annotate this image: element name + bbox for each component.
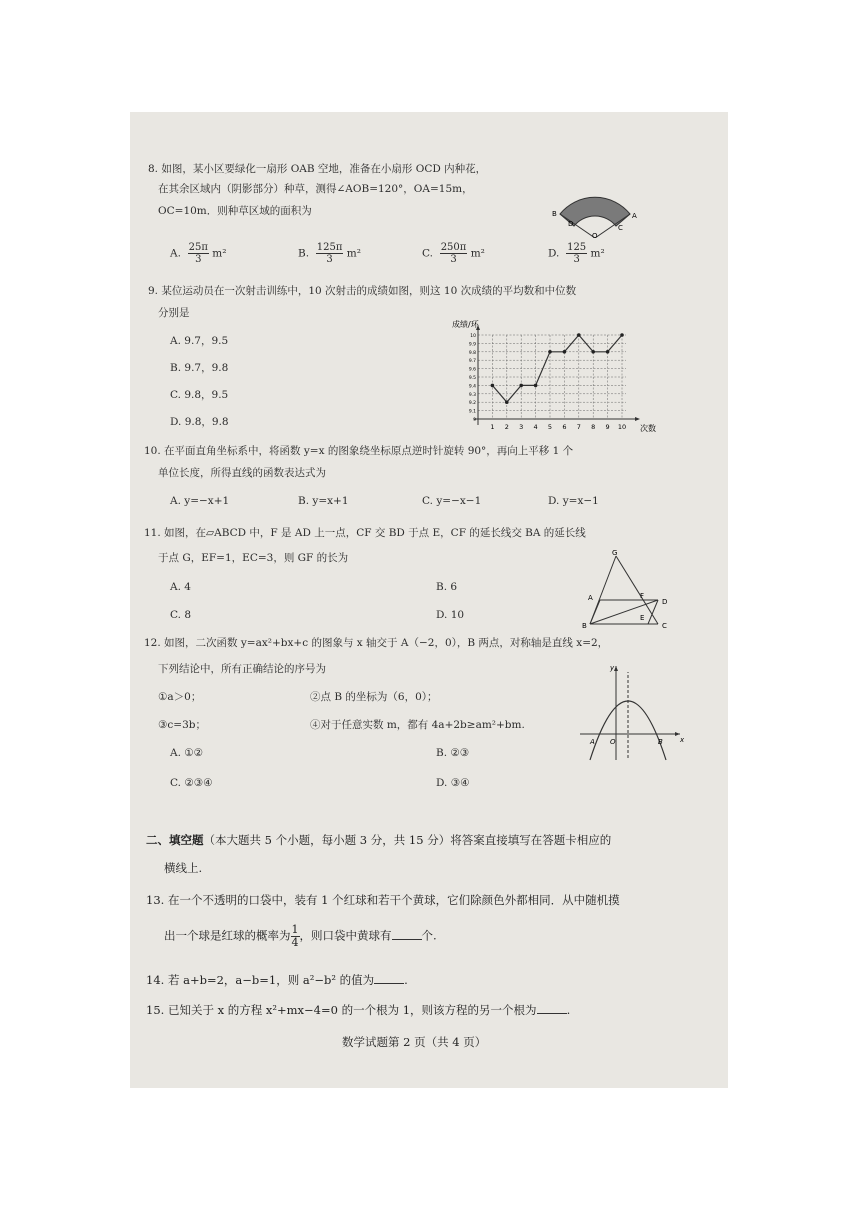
q12-line1: 12. 如图，二次函数 y=ax²+bx+c 的图象与 x 轴交于 A（−2，0），B 两点，对称轴是直线 x=2，	[144, 637, 609, 649]
q9-point	[606, 350, 610, 354]
q8-label-d: D	[568, 220, 574, 228]
q8-option-c: C. $\frac{250\pi}{3}$ m²	[422, 242, 485, 265]
q11-label-d: D	[662, 598, 668, 606]
q12-option-c: C. ②③④	[170, 777, 213, 789]
q9-option-c: C. 9.8，9.5	[170, 389, 229, 401]
q13-line2: 出一个球是红球的概率为 $\frac{1}{4}$ ，则口袋中黄球有 个.	[164, 923, 437, 949]
q10-line2: 单位长度，所得直线的函数表达式为	[158, 467, 326, 479]
q9-y-tick: 9.2	[468, 401, 476, 407]
q9-line2: 分别是	[158, 307, 190, 319]
q9-y-tick: 9.9	[468, 342, 476, 348]
q9-point	[563, 350, 567, 354]
q9-x-tick: 9	[605, 423, 610, 431]
q12-label-o: O	[610, 738, 616, 746]
q12-option-a: A. ①②	[170, 747, 204, 759]
q11-line2: 于点 G，EF=1，EC=3，则 GF 的长为	[158, 552, 349, 564]
q9-axes	[474, 325, 640, 425]
q8-line2: 在其余区域内（阴影部分）种草，测得∠AOB=120°，OA=15m，	[158, 183, 473, 195]
section2-heading: 二、填空题（本大题共 5 个小题，每小题 3 分，共 15 分）将答案直接填写在答题卡相应的	[146, 833, 612, 847]
q9-point	[534, 384, 538, 388]
q9-x-arrow	[635, 417, 640, 421]
q9-x-tick: 6	[562, 423, 567, 431]
q9-y-tick: 9	[473, 418, 476, 423]
exam-page	[130, 112, 728, 1088]
q9-score-line	[492, 335, 622, 402]
q8-line3: OC=10m．则种草区域的面积为	[158, 205, 312, 217]
q11-parallelogram-figure	[582, 548, 674, 630]
q8-label-c: C	[618, 224, 623, 232]
q11-option-b: B. 6	[436, 581, 458, 593]
q11-label-c: C	[662, 622, 667, 630]
q9-y-tick: 10	[470, 334, 476, 339]
q9-y-tick: 9.8	[468, 350, 476, 356]
q12-label-b: B	[658, 738, 663, 746]
q9-grid	[478, 335, 626, 419]
q12-line2: 下列结论中，所有正确结论的序号为	[158, 663, 326, 675]
q14: 14. 若 a+b=2，a−b=1，则 a²−b² 的值为 .	[146, 973, 408, 987]
q12-statement-3: ③c=3b；	[158, 719, 206, 731]
q9-x-tick: 4	[533, 423, 538, 431]
q9-score-chart	[452, 315, 662, 437]
q11-label-g: G	[612, 549, 618, 557]
q9-y-tick: 9.7	[468, 359, 476, 365]
q9-x-tick: 5	[547, 423, 553, 431]
q12-statement-4: ④对于任意实数 m，都有 4a+2b≥am²+bm.	[310, 719, 525, 731]
q9-x-axis-label: 次数	[640, 424, 656, 433]
q12-parabola-figure	[576, 662, 684, 762]
q9-option-b: B. 9.7，9.8	[170, 362, 229, 374]
q9-y-tick: 9.5	[468, 376, 476, 381]
q9-y-axis-label: 成绩/环	[452, 320, 479, 329]
q9-point	[505, 400, 509, 404]
section2-line2: 横线上.	[164, 861, 203, 875]
q11-option-c: C. 8	[170, 609, 192, 621]
q11-line1: 11. 如图，在▱ABCD 中，F 是 AD 上一点，CF 交 BD 于点 E，CF 的延长线交 BA 的延长线	[144, 527, 586, 539]
q8-option-b: B. $\frac{125\pi}{3}$ m²	[298, 242, 361, 265]
q8-label-b: B	[552, 210, 557, 218]
q12-statement-2: ②点 B 的坐标为（6，0）；	[310, 691, 438, 703]
q11-option-d: D. 10	[436, 609, 465, 621]
q8-label-a: A	[632, 212, 637, 220]
q11-label-e: E	[640, 614, 645, 622]
page-footer: 数学试题第 2 页（共 4 页）	[342, 1035, 487, 1049]
q9-option-a: A. 9.7，9.5	[170, 335, 229, 347]
q9-y-tick: 9.3	[468, 392, 476, 398]
q11-label-b: B	[582, 622, 587, 630]
q9-x-tick: 2	[504, 423, 509, 431]
q12-option-b: B. ②③	[436, 747, 470, 759]
q9-x-tick: 8	[591, 423, 596, 431]
q9-line1: 9. 某位运动员在一次射击训练中，10 次射击的成绩如图，则这 10 次成绩的平均数和中位数	[148, 285, 577, 297]
q12-statement-1: ①a＞0；	[158, 691, 202, 703]
q9-x-tick: 1	[490, 423, 495, 431]
q12-label-y: y	[610, 664, 615, 672]
q9-point	[577, 333, 581, 337]
q10-option-b: B. y=x+1	[298, 495, 349, 507]
q9-x-tick: 3	[519, 423, 524, 431]
q8-label-o: O	[592, 232, 598, 238]
q10-line1: 10. 在平面直角坐标系中，将函数 y=x 的图象绕坐标原点逆时针旋转 90°，再向上平移 1 个	[144, 445, 574, 457]
q9-point	[591, 350, 595, 354]
q12-label-a: A	[590, 738, 595, 746]
q9-y-tick: 9.4	[468, 384, 476, 390]
q13-line1: 13. 在一个不透明的口袋中，装有 1 个红球和若干个黄球，它们除颜色外都相同．从中随机摸	[146, 893, 620, 907]
q9-x-tick: 7	[576, 423, 581, 431]
q9-point	[620, 333, 624, 337]
q9-option-d: D. 9.8，9.8	[170, 416, 229, 428]
q11-label-f: F	[640, 592, 645, 600]
q9-x-tick: 10	[617, 423, 627, 431]
q9-point	[491, 384, 495, 388]
q11-label-a: A	[588, 594, 593, 602]
q9-y-tick: 9.1	[468, 409, 476, 415]
q8-option-a: A. $\frac{25\pi}{3}$ m²	[170, 242, 227, 265]
q8-line1: 8. 如图，某小区要绿化一扇形 OAB 空地，准备在小扇形 OCD 内种花，	[148, 163, 487, 175]
q12-label-x: x	[680, 736, 684, 744]
q11-option-a: A. 4	[170, 581, 191, 593]
q9-y-tick: 9.6	[468, 367, 476, 373]
q15: 15. 已知关于 x 的方程 x²+mx−4=0 的一个根为 1，则该方程的另一个根为 .	[146, 1003, 571, 1017]
q9-x-ticks	[490, 423, 626, 431]
q9-y-ticks	[469, 333, 476, 423]
q8-option-d: D. $\frac{125}{3}$ m²	[548, 242, 605, 265]
q9-point	[548, 350, 552, 354]
q10-option-c: C. y=−x−1	[422, 495, 482, 507]
q10-option-d: D. y=x−1	[548, 495, 599, 507]
q8-sector-figure	[538, 176, 638, 238]
q10-option-a: A. y=−x+1	[170, 495, 230, 507]
q12-option-d: D. ③④	[436, 777, 470, 789]
q9-point	[519, 384, 523, 388]
